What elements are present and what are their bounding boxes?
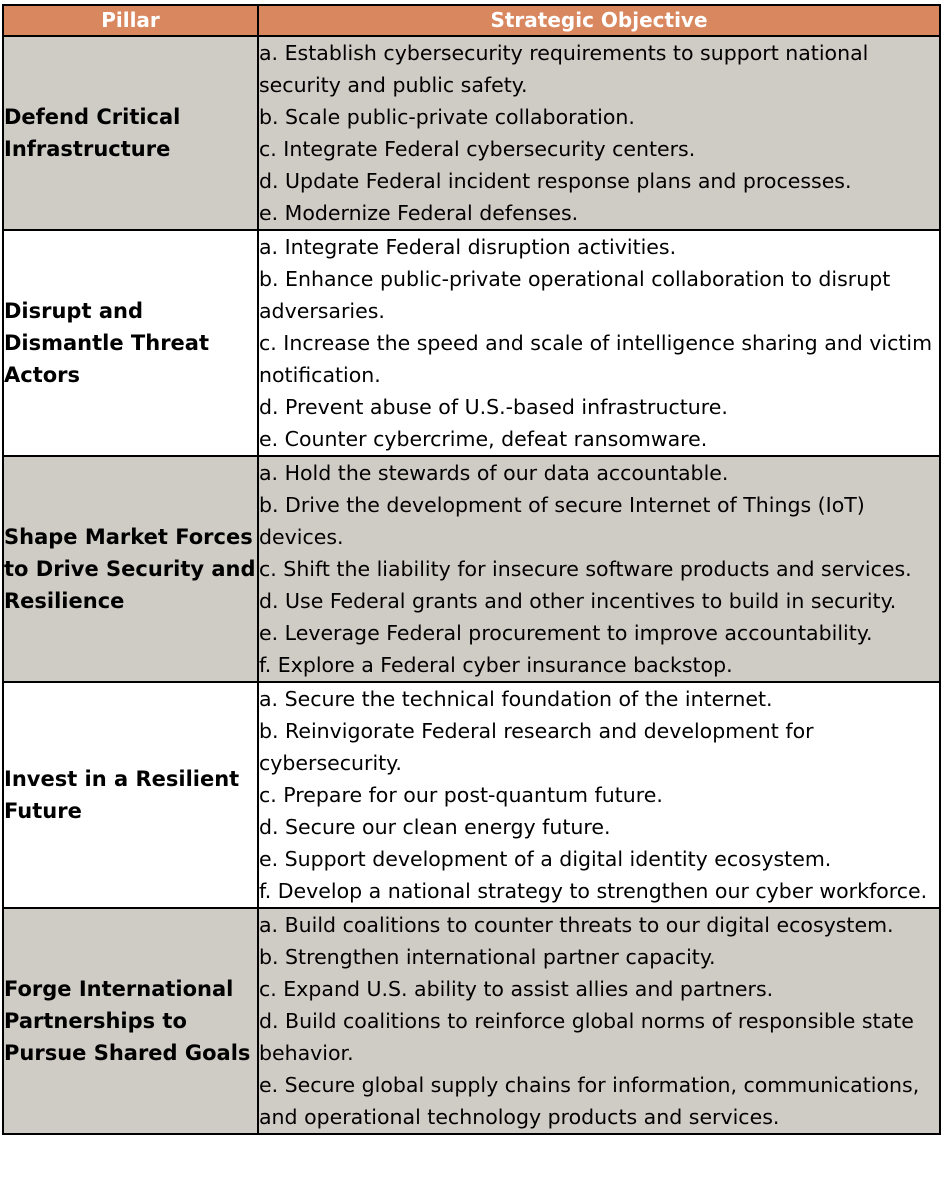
objective-item: b. Scale public-private collaboration. <box>259 105 635 129</box>
table-row <box>3 456 940 682</box>
objective-item: e. Counter cybercrime, defeat ransomware. <box>259 427 708 451</box>
objective-item: d. Build coalitions to reinforce global norms of responsible state behavior. <box>259 1009 914 1065</box>
pillar-cell: Forge International Partnerships to Pursue Shared Goals <box>3 908 258 1134</box>
objective-item: d. Use Federal grants and other incentives to build in security. <box>259 589 897 613</box>
objective-item: b. Strengthen international partner capacity. <box>259 945 716 969</box>
pillar-cell: Shape Market Forces to Drive Security and Resilience <box>3 456 258 682</box>
objective-item: e. Leverage Federal procurement to improve accountability. <box>259 621 873 645</box>
objective-item: e. Modernize Federal defenses. <box>259 201 579 225</box>
objectives-cell <box>258 908 940 1134</box>
objective-item: a. Hold the stewards of our data accountable. <box>259 461 729 485</box>
objective-item: d. Prevent abuse of U.S.-based infrastructure. <box>259 395 728 419</box>
objective-item: c. Shift the liability for insecure software products and services. <box>259 557 912 581</box>
objective-item: e. Support development of a digital identity ecosystem. <box>259 847 832 871</box>
pillar-column-header: Pillar <box>3 5 258 36</box>
objective-item: c. Integrate Federal cybersecurity centers. <box>259 137 696 161</box>
objective-item: f. Develop a national strategy to strengthen our cyber workforce. <box>259 879 928 903</box>
objectives-cell <box>258 456 940 682</box>
objectives-cell <box>258 36 940 230</box>
objective-item: c. Prepare for our post-quantum future. <box>259 783 663 807</box>
objective-item: b. Reinvigorate Federal research and development for cybersecurity. <box>259 719 814 775</box>
header-row <box>3 5 940 36</box>
objectives-cell <box>258 682 940 908</box>
objective-item: a. Establish cybersecurity requirements to support national security and public safety. <box>259 41 869 97</box>
pillars-table <box>2 4 941 1135</box>
pillar-cell: Disrupt and Dismantle Threat Actors <box>3 230 258 456</box>
pillar-cell: Defend Critical Infrastructure <box>3 36 258 230</box>
objective-item: c. Expand U.S. ability to assist allies and partners. <box>259 977 774 1001</box>
objective-item: a. Build coalitions to counter threats to our digital ecosystem. <box>259 913 894 937</box>
table-row <box>3 230 940 456</box>
objective-item: d. Secure our clean energy future. <box>259 815 611 839</box>
objective-item: a. Secure the technical foundation of the internet. <box>259 687 773 711</box>
objective-item: a. Integrate Federal disruption activities. <box>259 235 677 259</box>
objective-item: d. Update Federal incident response plans and processes. <box>259 169 852 193</box>
objectives-cell <box>258 230 940 456</box>
objective-item: b. Drive the development of secure Internet of Things (IoT) devices. <box>259 493 865 549</box>
objective-item: f. Explore a Federal cyber insurance backstop. <box>259 653 733 677</box>
objective-item: b. Enhance public-private operational collaboration to disrupt adversaries. <box>259 267 891 323</box>
table-row <box>3 682 940 908</box>
pillar-cell: Invest in a Resilient Future <box>3 682 258 908</box>
table-row <box>3 908 940 1134</box>
table-row <box>3 36 940 230</box>
objective-column-header: Strategic Objective <box>258 5 940 36</box>
objective-item: e. Secure global supply chains for information, communications, and operational technology products and services. <box>259 1073 920 1129</box>
objective-item: c. Increase the speed and scale of intelligence sharing and victim notification. <box>259 331 933 387</box>
